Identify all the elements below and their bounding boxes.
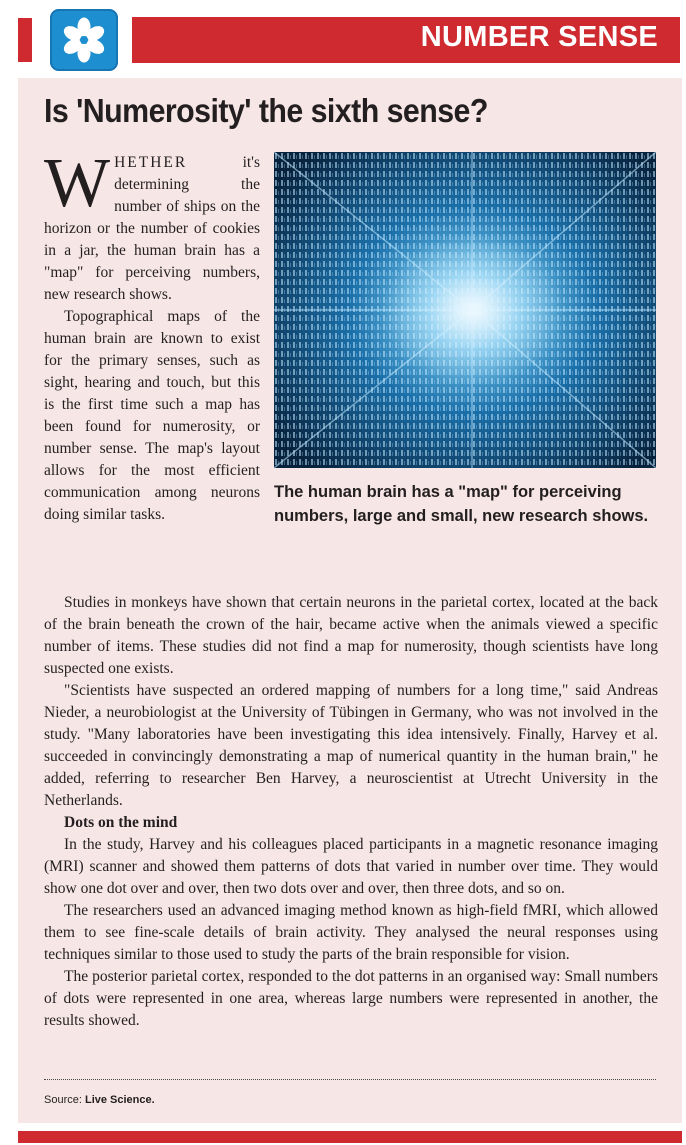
header-left-stripe (18, 18, 32, 62)
paragraph-1 (44, 145, 260, 306)
source-name: Live Science. (84, 1094, 155, 1106)
paragraph-1-text: it's determining the number of ships on the horizon or the number of cookies in a jar, the human brain has a "map" for perceiving numbers, new research shows. (44, 154, 260, 303)
dotted-divider (44, 1079, 656, 1080)
section-title: NUMBER SENSE (420, 21, 658, 53)
section-header-bar (132, 17, 680, 63)
paragraph-6: The researchers used an advanced imaging method known as high-field fMRI, which allowed them to see fine-scale details of brain activity. They analysed the neural responses using techniques similar to those used to study the parts of the brain responsible for vision. (44, 902, 658, 963)
paragraph-7: The posterior parietal cortex, responded to the dot patterns in an organised way: Small numbers of dots were represented in one area, whereas large numbers were represented in another, the results showed. (44, 968, 658, 1029)
article-panel (18, 78, 682, 1123)
source-label: Source: (44, 1094, 82, 1106)
paragraph-3: Studies in monkeys have shown that certain neurons in the parietal cortex, located at the back of the brain beneath the crown of the hair, became active when the animals viewed a specific number of items. These studies did not find a map for numerosity, though scientists have long suspected one exists. (44, 594, 658, 677)
article-body (44, 592, 658, 1032)
paragraph-4: "Scientists have suspected an ordered mapping of numbers for a long time," said Andreas Nieder, a neurobiologist at the University of Tübingen in Germany, who was not involved in the study. "Many laboratories have been investigating this idea intensively. Finally, Harvey et al. succeeded in convincingly demonstrating a map of numerical quantity in the human brain," he added, referring to researcher Ben Harvey, a neuroscientist at Utrecht University in the Netherlands. (44, 682, 658, 809)
source-credit (44, 1094, 155, 1106)
paragraph-2: Topographical maps of the human brain are known to exist for the primary senses, such as sight, hearing and touch, but this is the first time such a map has been found for numerosity, or number sense. The map's layout allows for the most efficient communication among neurons doing similar tasks. (44, 308, 260, 523)
section-logo (50, 9, 118, 71)
article-photo (274, 152, 656, 468)
footer-bar (18, 1131, 682, 1143)
subheading: Dots on the mind (64, 814, 178, 831)
drop-cap: W (44, 145, 111, 222)
paragraph-5: In the study, Harvey and his colleagues placed participants in a magnetic resonance imaging (MRI) scanner and showed them patterns of dots that varied in number over time. They would show one dot over and over, then two dots over and over, then three dots, and so on. (44, 836, 658, 897)
image-caption: The human brain has a "map" for perceiving numbers, large and small, new research shows. (274, 483, 649, 525)
left-column (44, 145, 260, 526)
article-headline: Is 'Numerosity' the sixth sense? (44, 92, 488, 129)
lead-word: HETHER (114, 154, 188, 171)
